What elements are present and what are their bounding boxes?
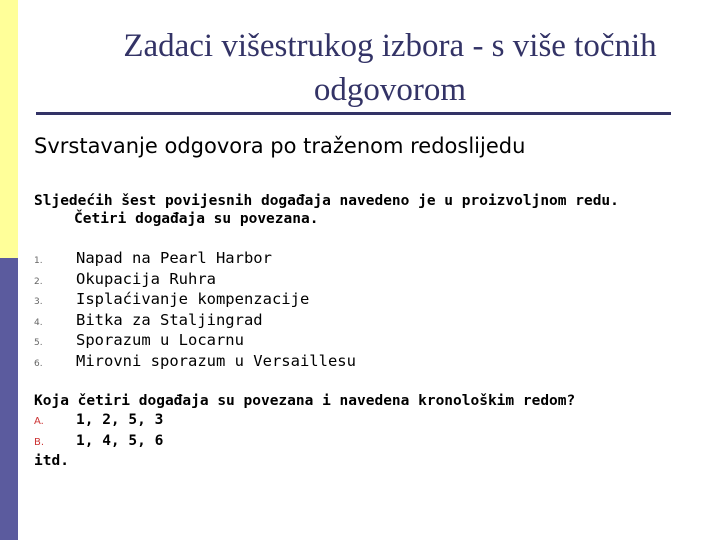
event-number: 3. [34,297,43,308]
event-text: Bitka za Staljingrad [76,310,263,329]
event-text: Isplaćivanje kompenzacije [76,290,310,309]
event-item [34,270,356,291]
event-number: 6. [34,358,43,369]
event-number: 4. [34,317,43,328]
event-item [34,290,356,311]
event-list [34,249,356,373]
task-intro-line-2: Četiri događaja su povezana. [74,211,319,227]
event-text: Mirovni sporazum u Versaillesu [76,351,356,370]
slide-title-line-2: odgovorom [313,72,467,108]
answer-option-a [34,412,163,433]
event-text: Sporazum u Locarnu [76,331,244,350]
answer-option-b [34,433,163,454]
answer-letter: A. [34,416,44,427]
task-intro-line-1: Sljedećih šest povijesnih događaja navedeno je u proizvoljnom redu. [34,193,619,209]
question-text: Koja četiri događaja su povezana i navedena kronološkim redom? [34,393,576,409]
title-underline [36,112,671,115]
task-intro [34,192,714,228]
event-item [34,249,356,270]
answer-text: 1, 4, 5, 6 [76,432,164,449]
event-item [34,352,356,373]
event-item [34,331,356,352]
etc-text: itd. [34,453,69,469]
slide-subtitle: Svrstavanje odgovora po traženom redoslijedu [34,134,526,158]
event-number: 1. [34,256,43,266]
event-item [34,311,356,332]
answer-letter: B. [34,436,45,448]
event-text: Napad na Pearl Harbor [76,249,272,267]
event-number: 5. [34,338,43,349]
answer-text: 1, 2, 5, 3 [76,412,164,428]
slide-title [60,24,720,112]
left-accent-bar-purple [0,258,18,540]
slide-title-line-1: Zadaci višestrukog izbora - s više točnih [123,28,657,64]
event-number: 2. [34,276,43,287]
event-text: Okupacija Ruhra [76,269,216,288]
answer-list [34,412,163,453]
